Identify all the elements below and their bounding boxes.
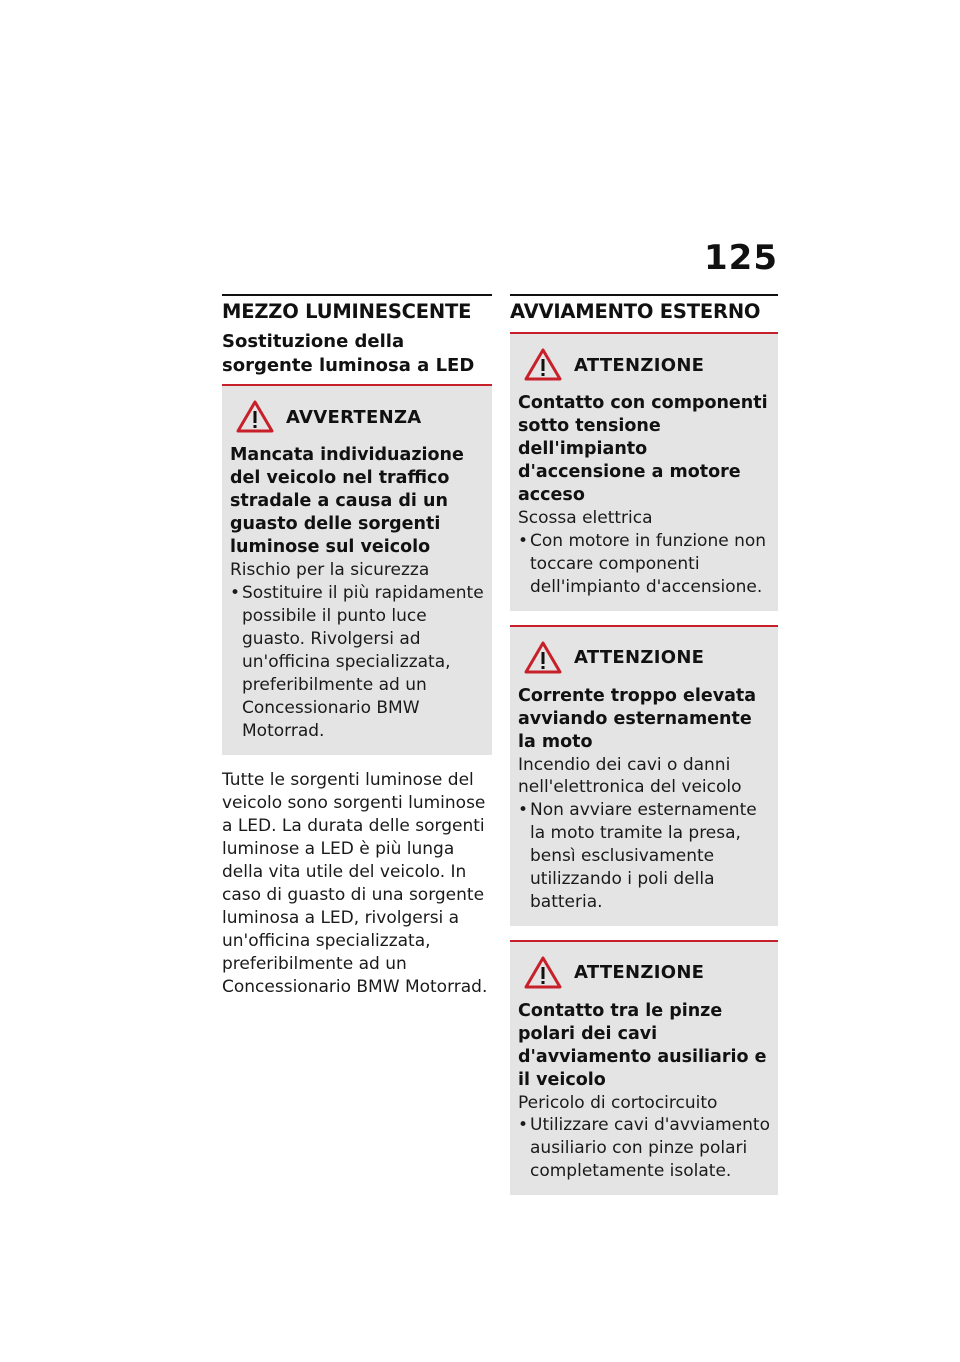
- callout-risk: Scossa elettrica: [518, 508, 653, 528]
- callout-title: AVVERTENZA: [286, 406, 422, 428]
- callout-bullet: • Con motore in funzione non toccare componenti dell'impianto d'accensione.: [518, 530, 770, 599]
- callout-bullet: • Sostituire il più rapidamente possibile il punto luce guasto. Rivolgersi ad un'officina specializzata, preferibilmente ad un Concessionario BMW Motorrad.: [230, 582, 484, 743]
- callout-risk: Incendio dei cavi o danni nell'elettronica del veicolo: [518, 754, 742, 797]
- warning-triangle-icon: [236, 400, 274, 434]
- right-column: [510, 294, 778, 1195]
- left-column: [222, 294, 492, 999]
- callout-header: [518, 350, 770, 380]
- attention-callout-2: [510, 627, 778, 926]
- section-title: MEZZO LUMINESCENTE: [222, 300, 472, 323]
- callout-title: ATTENZIONE: [574, 354, 705, 376]
- callout-bullet: • Non avviare esternamente la moto tramite la presa, bensì esclusivamente utilizzando i poli della batteria.: [518, 799, 770, 914]
- callout-heading: Contatto tra le pinze polari dei cavi d'avviamento ausiliario e il veicolo: [518, 1000, 767, 1090]
- section-title: AVVIAMENTO ESTERNO: [510, 300, 761, 323]
- callout-heading: Contatto con componenti sotto tensione dell'impianto d'accensione a motore acceso: [518, 393, 768, 505]
- warning-triangle-icon: [524, 641, 562, 675]
- callout-header: [518, 643, 770, 673]
- body-paragraph: Tutte le sorgenti luminose del veicolo sono sorgenti luminose a LED. La durata delle sorgenti luminose a LED è più lunga della vita utile del veicolo. In caso di guasto di una sorgente luminosa a LED, rivolgersi a un'officina specializzata, preferibilmente ad un Concessionario BMW Motorrad.: [222, 769, 488, 997]
- callout-header: [230, 402, 484, 432]
- page-number: 125: [704, 238, 778, 278]
- attention-callout-1: [510, 334, 778, 611]
- callout-header: [518, 958, 770, 988]
- callout-title: ATTENZIONE: [574, 647, 705, 668]
- callout-risk: Pericolo di cortocircuito: [518, 1092, 718, 1113]
- warning-callout: [222, 386, 492, 755]
- section-divider: [222, 294, 492, 296]
- callout-heading: Mancata individuazione del veicolo nel traffico stradale a causa di un guasto delle sorgenti luminose sul veicolo: [230, 445, 464, 557]
- section-divider: [510, 294, 778, 296]
- callout-bullet: • Utilizzare cavi d'avviamento ausiliario con pinze polari completamente isolate.: [518, 1114, 770, 1183]
- callout-risk: Rischio per la sicurezza: [230, 560, 430, 580]
- callout-heading: Corrente troppo elevata avviando esternamente la moto: [518, 685, 757, 752]
- attention-callout-3: [510, 942, 778, 1196]
- warning-triangle-icon: [524, 956, 562, 990]
- warning-triangle-icon: [524, 348, 562, 382]
- callout-title: ATTENZIONE: [574, 962, 705, 983]
- subsection-title: Sostituzione della sorgente luminosa a LED: [222, 331, 475, 376]
